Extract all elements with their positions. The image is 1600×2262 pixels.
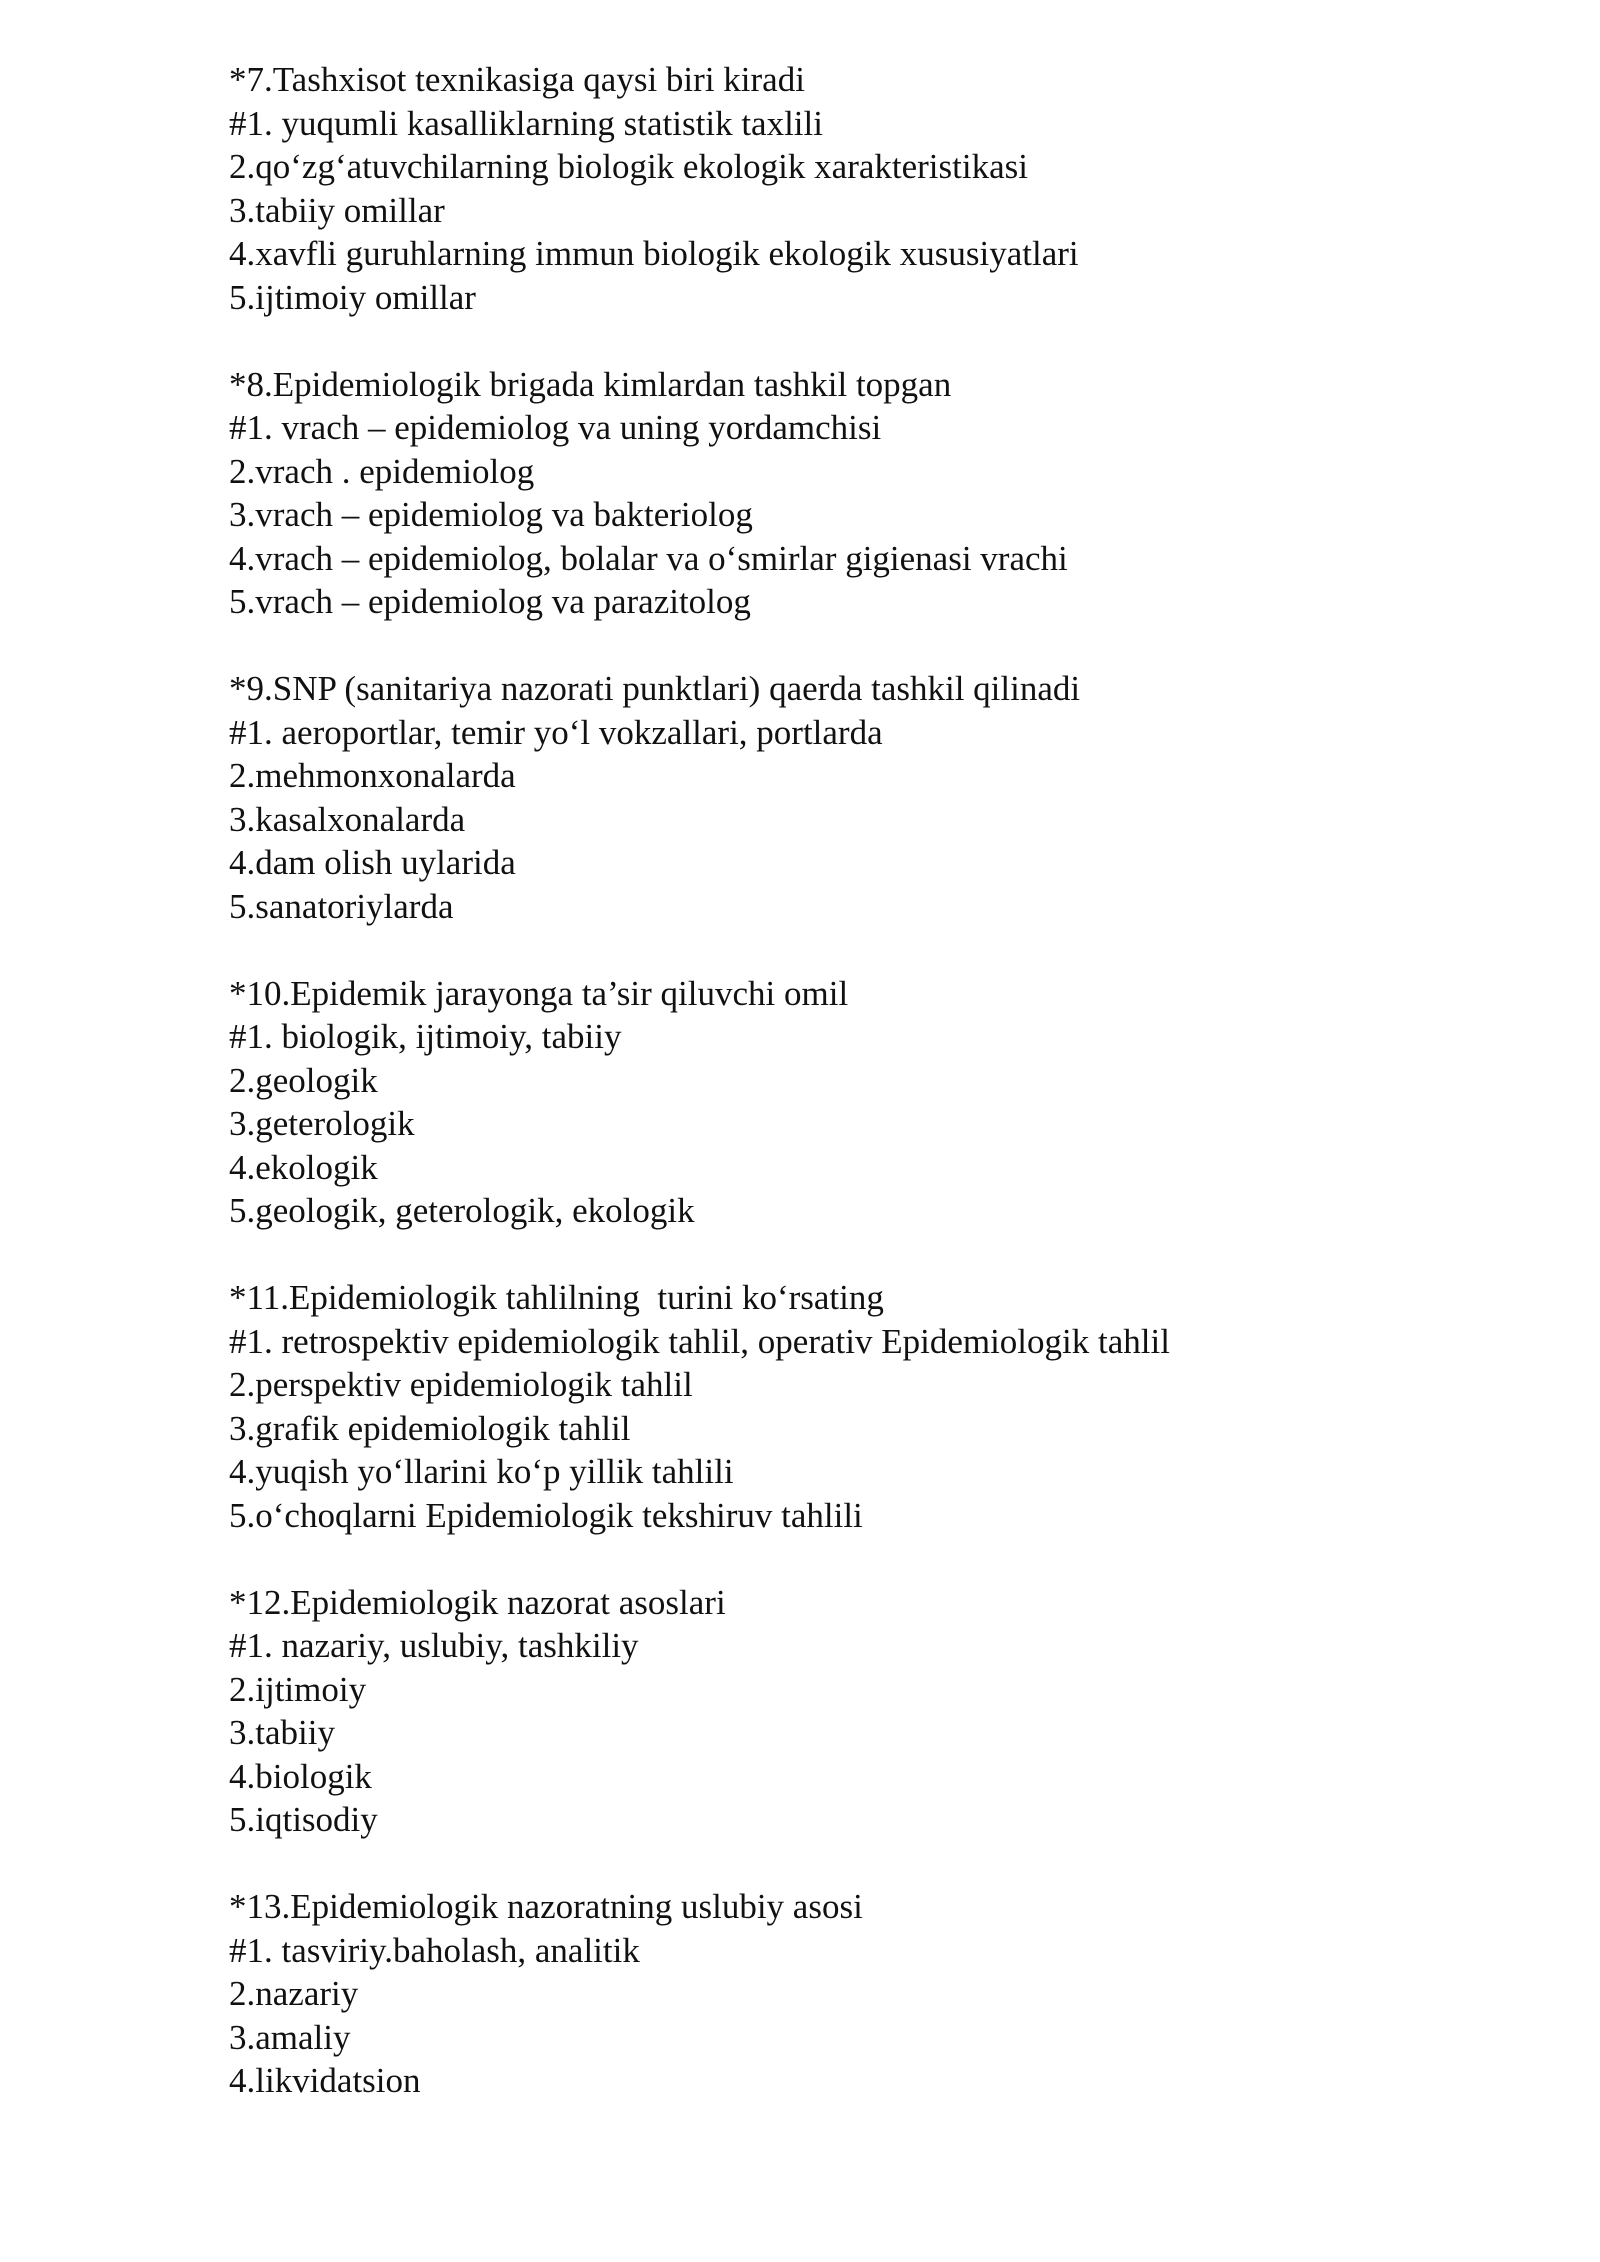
question-stem: *10.Epidemik jarayonga ta’sir qiluvchi omil: [229, 973, 849, 1013]
answer-option: 5.sanatoriylarda: [229, 886, 454, 926]
answer-option: 3.tabiiy omillar: [229, 190, 445, 230]
answer-option: 2.qo‘zg‘atuvchilarning biologik ekologik xarakteristikasi: [229, 147, 1028, 186]
answer-option: #1. tasviriy.baholash, analitik: [229, 1930, 640, 1970]
answer-option: #1. nazariy, uslubiy, tashkiliy: [229, 1626, 639, 1665]
question-13: [229, 1885, 1549, 2103]
answer-option: 5.geologik, geterologik, ekologik: [229, 1191, 695, 1230]
question-stem: *11.Epidemiologik tahlilning turini ko‘rsating: [229, 1278, 884, 1317]
answer-option: 2.mehmonxonalarda: [229, 756, 516, 795]
answer-option: 2.perspektiv epidemiologik tahlil: [229, 1365, 693, 1404]
answer-option: 2.ijtimoiy: [229, 1669, 367, 1709]
question-11: [229, 1276, 1549, 1537]
answer-option: 5.o‘choqlarni Epidemiologik tekshiruv tahlili: [229, 1495, 863, 1535]
answer-option: 4.yuqish yo‘llarini ko‘p yillik tahlili: [229, 1452, 734, 1491]
answer-option: 3.vrach – epidemiolog va bakteriolog: [229, 495, 753, 534]
answer-option: #1. vrach – epidemiolog va uning yordamchisi: [229, 408, 882, 447]
question-stem: *8.Epidemiologik brigada kimlardan tashkil topgan: [229, 364, 952, 404]
answer-option: 4.biologik: [229, 1756, 372, 1796]
answer-option: #1. aeroportlar, temir yo‘l vokzallari, portlarda: [229, 712, 883, 752]
answer-option: 4.xavfli guruhlarning immun biologik ekologik xususiyatlari: [229, 234, 1079, 273]
answer-option: 2.vrach . epidemiolog: [229, 451, 535, 491]
answer-option: 3.geterologik: [229, 1104, 415, 1143]
question-9: [229, 667, 1549, 928]
question-stem: *13.Epidemiologik nazoratning uslubiy asosi: [229, 1887, 863, 1926]
question-stem: *7.Tashxisot texnikasiga qaysi biri kiradi: [229, 60, 805, 99]
answer-option: 3.amaliy: [229, 2017, 351, 2057]
answer-option: 2.nazariy: [229, 1974, 359, 2013]
answer-option: 2.geologik: [229, 1060, 378, 1100]
answer-option: 3.kasalxonalarda: [229, 799, 466, 839]
answer-option: 4.vrach – epidemiolog, bolalar va o‘smirlar gigienasi vrachi: [229, 538, 1068, 578]
question-12: [229, 1581, 1549, 1842]
answer-option: 3.grafik epidemiologik tahlil: [229, 1408, 631, 1448]
question-stem: *12.Epidemiologik nazorat asoslari: [229, 1582, 726, 1622]
question-list: [229, 58, 1549, 2146]
answer-option: 5.iqtisodiy: [229, 1800, 378, 1839]
question-7: [229, 58, 1549, 319]
question-stem: *9.SNP (sanitariya nazorati punktlari) qaerda tashkil qilinadi: [229, 669, 1081, 708]
answer-option: 4.ekologik: [229, 1147, 378, 1187]
answer-option: 5.ijtimoiy omillar: [229, 277, 476, 317]
question-8: [229, 363, 1549, 624]
answer-option: #1. biologik, ijtimoiy, tabiiy: [229, 1017, 622, 1056]
answer-option: 4.likvidatsion: [229, 2061, 421, 2100]
answer-option: 4.dam olish uylarida: [229, 843, 516, 882]
answer-option: 5.vrach – epidemiolog va parazitolog: [229, 582, 751, 621]
answer-option: #1. retrospektiv epidemiologik tahlil, operativ Epidemiologik tahlil: [229, 1321, 1170, 1361]
answer-option: #1. yuqumli kasalliklarning statistik taxlili: [229, 103, 823, 143]
question-10: [229, 972, 1549, 1233]
answer-option: 3.tabiiy: [229, 1713, 335, 1752]
